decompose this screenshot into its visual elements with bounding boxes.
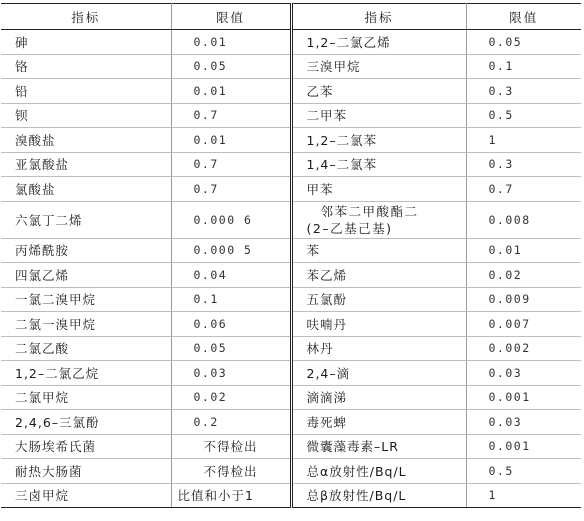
indicator-name: 二氯乙酸 xyxy=(1,336,171,361)
table-row xyxy=(1,201,581,238)
limit-value: 0.01 xyxy=(171,128,291,153)
indicator-name: 耐热大肠菌 xyxy=(1,459,171,484)
indicator-name: 微囊藻毒素–LR xyxy=(291,434,466,459)
limit-value: 0.04 xyxy=(171,263,291,288)
indicator-name: 甲苯 xyxy=(291,177,466,202)
limit-value: 0.009 xyxy=(466,287,581,312)
indicator-name: 五氯酚 xyxy=(291,287,466,312)
header-row xyxy=(1,4,581,30)
table-row xyxy=(1,385,581,410)
limit-value: 0.01 xyxy=(466,238,581,263)
indicator-name: 1,2–二氯乙烷 xyxy=(1,361,171,386)
indicator-name: 毒死蜱 xyxy=(291,410,466,435)
limit-value: 0.1 xyxy=(171,287,291,312)
indicator-name-line-1: 邻苯二甲酸酯二 xyxy=(320,203,419,219)
header-indicator-left: 指标 xyxy=(1,4,171,30)
indicator-name: 三卤甲烷 xyxy=(1,483,171,508)
table-row xyxy=(1,434,581,459)
indicator-name: 一氯二溴甲烷 xyxy=(1,287,171,312)
limit-value: 0.001 xyxy=(466,434,581,459)
indicator-name: 三溴甲烷 xyxy=(291,54,466,79)
limit-value: 0.03 xyxy=(466,361,581,386)
limit-value: 0.03 xyxy=(466,410,581,435)
indicator-name: 溴酸盐 xyxy=(1,128,171,153)
indicator-name: 钡 xyxy=(1,103,171,128)
indicator-name: 二甲苯 xyxy=(291,103,466,128)
indicator-name: 氯酸盐 xyxy=(1,177,171,202)
indicator-name: 乙苯 xyxy=(291,79,466,104)
header-limit-left: 限值 xyxy=(171,4,291,30)
limit-value: 0.001 xyxy=(466,385,581,410)
indicator-name: 2,4,6–三氯酚 xyxy=(1,410,171,435)
table-row xyxy=(1,103,581,128)
limit-value: 1 xyxy=(466,483,581,508)
indicator-name: 六氯丁二烯 xyxy=(1,201,171,238)
limit-value: 比值和小于1 xyxy=(171,483,291,508)
table-row xyxy=(1,410,581,435)
limit-value: 0.03 xyxy=(171,361,291,386)
indicator-name: 二氯甲烷 xyxy=(1,385,171,410)
indicator-name: 1,2–二氯乙烯 xyxy=(291,30,466,55)
limits-table xyxy=(1,3,581,508)
table-row xyxy=(1,287,581,312)
table-row xyxy=(1,79,581,104)
limit-value: 0.5 xyxy=(466,103,581,128)
limit-value: 不得检出 xyxy=(171,434,291,459)
table-row xyxy=(1,263,581,288)
indicator-name: 铅 xyxy=(1,79,171,104)
header-indicator-right: 指标 xyxy=(291,4,466,30)
limit-value: 0.2 xyxy=(171,410,291,435)
indicator-name: 四氯乙烯 xyxy=(1,263,171,288)
indicator-name: 滴滴涕 xyxy=(291,385,466,410)
limit-value: 0.02 xyxy=(171,385,291,410)
header-limit-right: 限值 xyxy=(466,4,581,30)
indicator-name: 苯 xyxy=(291,238,466,263)
indicator-name: 苯乙烯 xyxy=(291,263,466,288)
indicator-name-multiline xyxy=(291,201,466,238)
limit-value: 0.3 xyxy=(466,79,581,104)
table-row xyxy=(1,483,581,508)
limit-value: 1 xyxy=(466,128,581,153)
limit-value: 0.5 xyxy=(466,459,581,484)
limit-value: 0.05 xyxy=(171,336,291,361)
table-row xyxy=(1,336,581,361)
table-row xyxy=(1,361,581,386)
indicator-name: 总α放射性/Bq/L xyxy=(291,459,466,484)
limit-value: 0.000 5 xyxy=(171,238,291,263)
table-row xyxy=(1,54,581,79)
limit-value: 0.05 xyxy=(171,54,291,79)
indicator-name: 呋喃丹 xyxy=(291,312,466,337)
limit-value: 0.7 xyxy=(466,177,581,202)
table-row xyxy=(1,30,581,55)
table-row xyxy=(1,177,581,202)
table-row xyxy=(1,128,581,153)
limit-value: 0.008 xyxy=(466,201,581,238)
indicator-name: 亚氯酸盐 xyxy=(1,152,171,177)
limit-value: 0.002 xyxy=(466,336,581,361)
table-row xyxy=(1,152,581,177)
table-row xyxy=(1,238,581,263)
indicator-name: 铬 xyxy=(1,54,171,79)
limit-value: 0.7 xyxy=(171,103,291,128)
indicator-name: 总β放射性/Bq/L xyxy=(291,483,466,508)
limit-value: 0.1 xyxy=(466,54,581,79)
limit-value: 0.3 xyxy=(466,152,581,177)
indicator-name: 林丹 xyxy=(291,336,466,361)
indicator-name: 1,4–二氯苯 xyxy=(291,152,466,177)
limit-value: 0.7 xyxy=(171,177,291,202)
indicator-name-line-2: (2–乙基己基) xyxy=(306,220,393,236)
limit-value: 0.01 xyxy=(171,30,291,55)
table-row xyxy=(1,459,581,484)
indicator-name: 大肠埃希氏菌 xyxy=(1,434,171,459)
limit-value: 0.01 xyxy=(171,79,291,104)
indicator-name: 二氯一溴甲烷 xyxy=(1,312,171,337)
indicator-name: 砷 xyxy=(1,30,171,55)
limit-value: 0.000 6 xyxy=(171,201,291,238)
indicator-name: 1,2–二氯苯 xyxy=(291,128,466,153)
limit-value: 0.06 xyxy=(171,312,291,337)
indicator-name: 丙烯酰胺 xyxy=(1,238,171,263)
table-row xyxy=(1,312,581,337)
limit-value: 0.7 xyxy=(171,152,291,177)
limit-value: 0.05 xyxy=(466,30,581,55)
limit-value: 0.007 xyxy=(466,312,581,337)
indicator-name: 2,4–滴 xyxy=(291,361,466,386)
limit-value: 不得检出 xyxy=(171,459,291,484)
limit-value: 0.02 xyxy=(466,263,581,288)
